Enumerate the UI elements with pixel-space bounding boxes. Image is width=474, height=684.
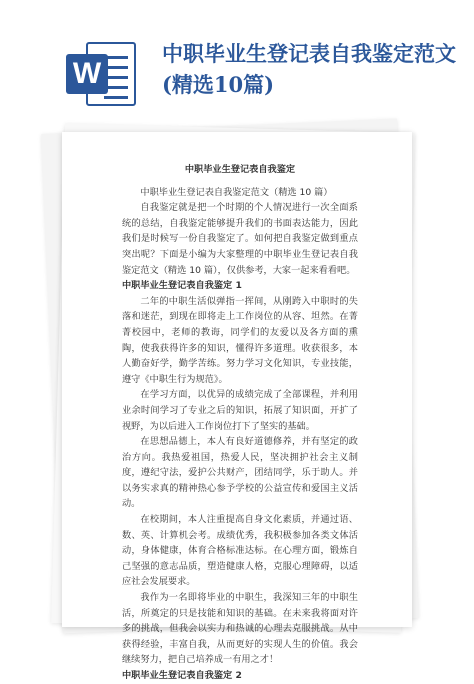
doc-paragraph: 二年的中职生活似弹指一挥间，从刚跨入中职时的失落和迷茫，到现在即将走上工作岗位的从容、坦然。在菁菁校园中，老师的教诲，同学们的友爱以及各方面的熏陶，使我获得许多的知识，懂得许多道理。收获很多，本人勤奋好学，勤学苦练。努力学习文化知识，专业技能，遵守《中职生行为规范》。	[122, 295, 358, 385]
doc-paragraph: 我作为一名即将毕业的中职生，我深知三年的中职生活，所奠定的只是技能和知识的基础。在未来我将面对许多的挑战，但我会以实力和热诚的心理去克服挑战。从中获得经验，丰富自我，从而更好的实现人生的价值。我会继续努力，把自己培养成一有用之才！	[122, 592, 358, 666]
word-icon	[60, 40, 140, 110]
doc-paragraph: 中职毕业生登记表自我鉴定范文（精选 10 篇）	[140, 186, 333, 198]
document-preview[interactable]	[62, 132, 412, 681]
doc-paragraph: 在校期间，本人注重提高自身文化素质，并通过语、数、英、计算机会考。成绩优秀，我积极参加各类文体活动，身体健康，体育合格标准达标。在心理方面，锻炼自己坚强的意志品质，塑造健康人格，克服心理障碍，以适应社会发展要求。	[122, 514, 358, 588]
page-title: 中职毕业生登记表自我鉴定范文(精选10篇)	[162, 41, 456, 97]
document-body	[122, 162, 358, 684]
doc-paragraph: 在学习方面，以优异的成绩完成了全部课程，并利用业余时间学习了专业之后的知识，拓展了知识面，开扩了视野，为以后进入工作岗位打下了坚实的基础。	[122, 389, 358, 432]
document-title: 中职毕业生登记表自我鉴定	[184, 164, 296, 175]
doc-paragraph: 在思想品德上，本人有良好道德修养，并有坚定的政治方向。我热爱祖国，热爱人民，坚决拥护社会主义制度，遵纪守法，爱护公共财产，团结同学，乐于助人。并以务实求真的精神热心参予学校的公益宣传和爱国主义活动。	[122, 436, 358, 510]
doc-section-heading: 中职毕业生登记表自我鉴定 1	[122, 280, 242, 292]
word-badge: W	[66, 54, 108, 94]
doc-section-heading: 中职毕业生登记表自我鉴定 2	[122, 670, 242, 681]
doc-paragraph: 自我鉴定就是把一个时期的个人情况进行一次全面系统的总结，自我鉴定能够提升我们的书面表达能力，因此我们是时候写一份自我鉴定了。如何把自我鉴定做到重点突出呢？下面是小编为大家整理的中职毕业生登记表自我鉴定范文（精选 10 篇），仅供参考，大家一起来看看吧。	[122, 202, 358, 276]
